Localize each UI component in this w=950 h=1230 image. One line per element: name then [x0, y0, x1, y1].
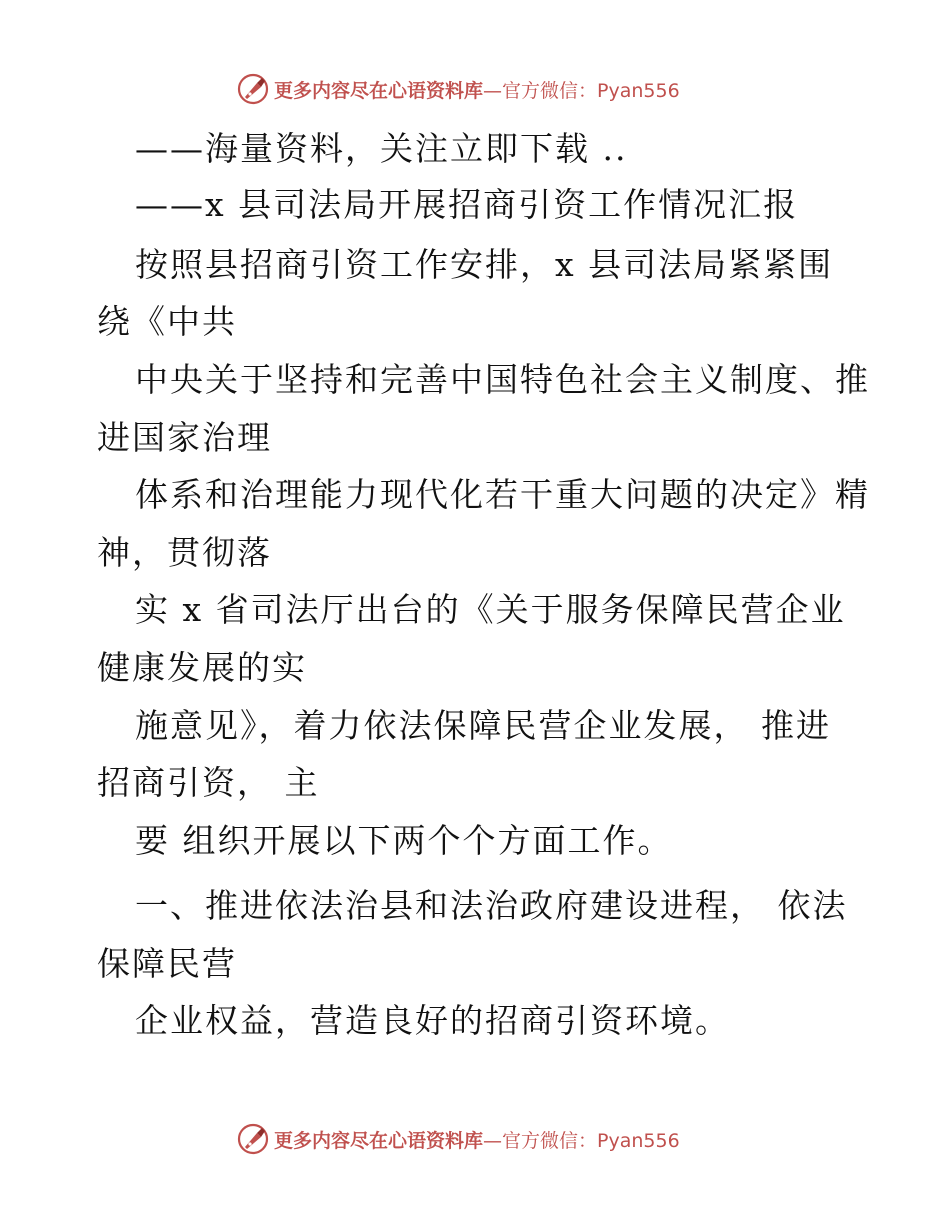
header-banner — [236, 72, 680, 106]
footer-banner-dash: — — [483, 1129, 503, 1152]
pen-nib-logo-icon — [236, 72, 270, 106]
body-line: 招商引资， 主 — [97, 763, 320, 802]
header-banner-dash: — — [483, 79, 503, 102]
header-banner-wechat: 官方微信：Pyan556 — [502, 79, 680, 102]
header-banner-lead: 更多内容尽在心语资料库 — [274, 79, 484, 102]
pen-nib-logo-icon — [236, 1122, 270, 1156]
body-line: 神，贯彻落 — [97, 533, 272, 572]
body-line: 进国家治理 — [97, 418, 272, 457]
body-line: 按照县招商引资工作安排，x 县司法局紧紧围 — [135, 245, 834, 284]
body-line: 实 x 省司法厅出台的《关于服务保障民营企业 — [135, 590, 846, 629]
document-title: ——x 县司法局开展招商引资工作情况汇报 — [135, 185, 799, 224]
body-line: 施意见》，着力依法保障民营企业发展， 推进 — [135, 706, 831, 745]
section-heading: 一、推进依法治县和法治政府建设进程， 依法 — [135, 886, 848, 925]
body-line: ——海量资料，关注立即下载 .. — [135, 129, 628, 168]
body-line: 保障民营 — [97, 944, 237, 983]
body-line: 绕《中共 — [97, 302, 237, 341]
body-line: 健康发展的实 — [97, 648, 307, 687]
footer-banner-text — [274, 1126, 680, 1153]
body-line: 企业权益，营造良好的招商引资环境。 — [135, 1001, 730, 1040]
body-line: 要 组织开展以下两个个方面工作。 — [135, 821, 673, 860]
footer-banner-lead: 更多内容尽在心语资料库 — [274, 1129, 484, 1152]
body-line: 中央关于坚持和完善中国特色社会主义制度、推 — [135, 360, 870, 399]
footer-banner — [236, 1122, 680, 1156]
header-banner-text — [274, 76, 680, 103]
body-line: 体系和治理能力现代化若干重大问题的决定》精 — [135, 475, 870, 514]
footer-banner-wechat: 官方微信：Pyan556 — [502, 1129, 680, 1152]
